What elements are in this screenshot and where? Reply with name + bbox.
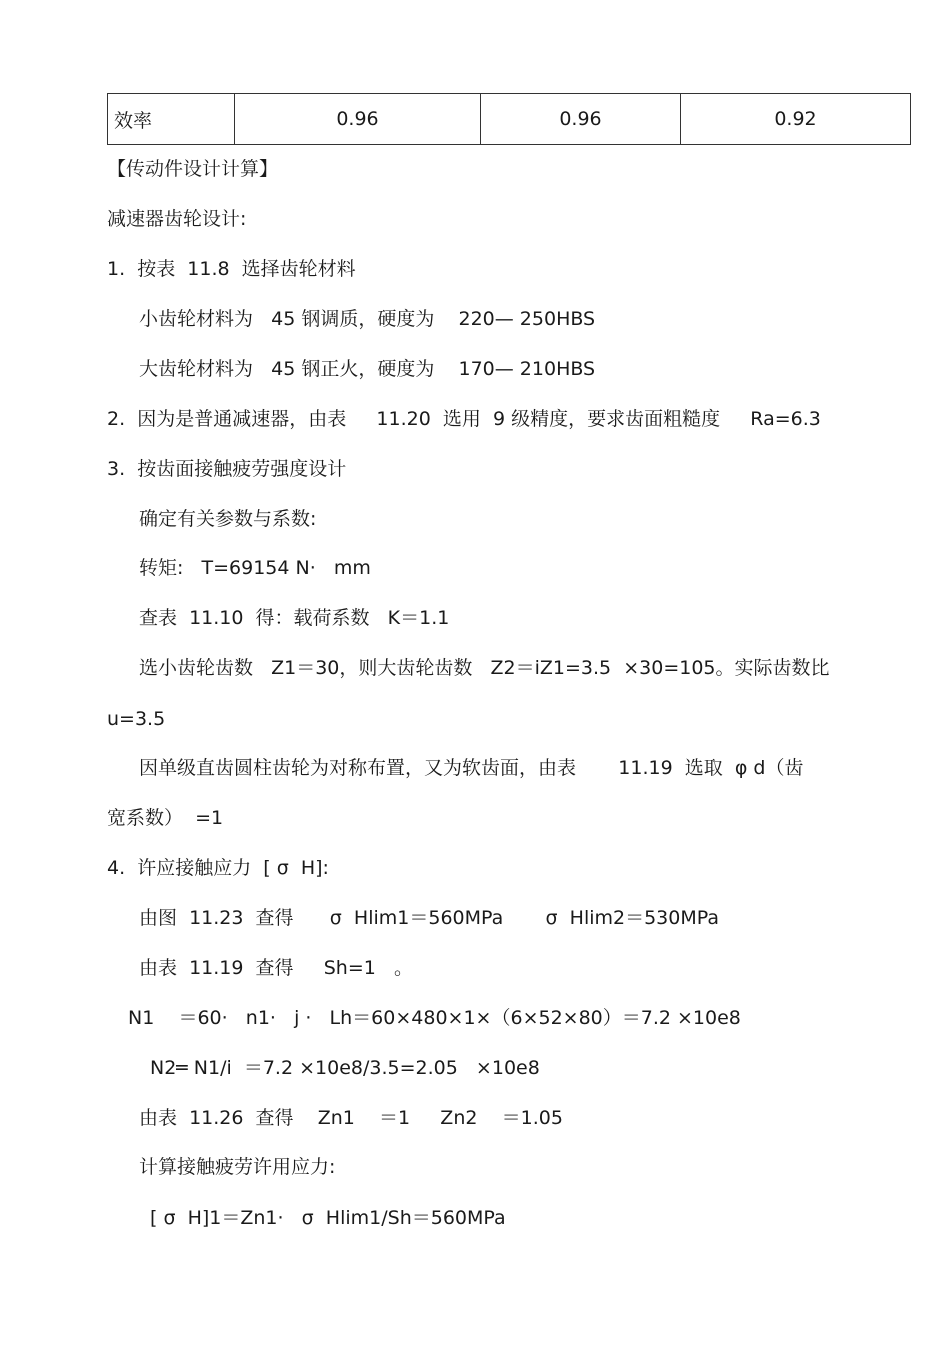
text-line: 确定有关参数与系数: [139,508,317,530]
section-heading: 【传动件设计计算】 [107,158,279,180]
text-line: 转矩: T=69154 N· mm [139,557,371,579]
efficiency-table [107,93,911,145]
text-line: 宽系数） =1 [107,807,224,829]
step-1: 1. 按表 11.8 选择齿轮材料 [107,258,356,280]
efficiency-value-2: 0.96 [481,94,681,145]
text-line: 由表 11.26 查得 Zn1 ＝1 Zn2 ＝1.05 [139,1107,563,1129]
efficiency-value-3: 0.92 [681,94,911,145]
text-line: 计算接触疲劳许用应力: [139,1156,336,1178]
text-line: 减速器齿轮设计: [107,208,247,230]
step-2: 2. 因为是普通减速器，由表 11.20 选用 9 级精度，要求齿面粗糙度 Ra=6.3 [107,408,821,430]
text-line: 由图 11.23 查得 σ Hlim1＝560MPa σ Hlim2＝530MPa [139,907,720,929]
formula-line: N1 ＝60· n1· j · Lh＝60×480×1×（6×52×80）＝7.2 ×10e8 [128,1007,741,1029]
efficiency-value-1: 0.96 [235,94,481,145]
text-line: 大齿轮材料为 45 钢正火，硬度为 170— 210HBS [139,358,596,380]
step-4: 4. 许应接触应力 [ σ H]: [107,857,329,879]
efficiency-label: 效率 [108,94,235,145]
text-line: 查表 11.10 得：载荷系数 K＝1.1 [139,607,450,629]
text-line: 小齿轮材料为 45 钢调质，硬度为 220— 250HBS [139,308,596,330]
text-line: 因单级直齿圆柱齿轮为对称布置，又为软齿面，由表 11.19 选取 φ d（齿 [139,757,804,779]
text-line: 由表 11.19 查得 Sh=1 。 [139,957,413,979]
text-line: u=3.5 [107,708,166,730]
formula-line: [ σ H]1＝Zn1· σ Hlim1/Sh＝560MPa [150,1207,506,1229]
formula-line: N2═ N1/i ＝7.2 ×10e8/3.5=2.05 ×10e8 [150,1057,540,1079]
step-3: 3. 按齿面接触疲劳强度设计 [107,458,347,480]
text-line: 选小齿轮齿数 Z1＝30，则大齿轮齿数 Z2＝iZ1=3.5 ×30=105。实际齿数比 [139,657,830,679]
efficiency-row [108,94,911,145]
